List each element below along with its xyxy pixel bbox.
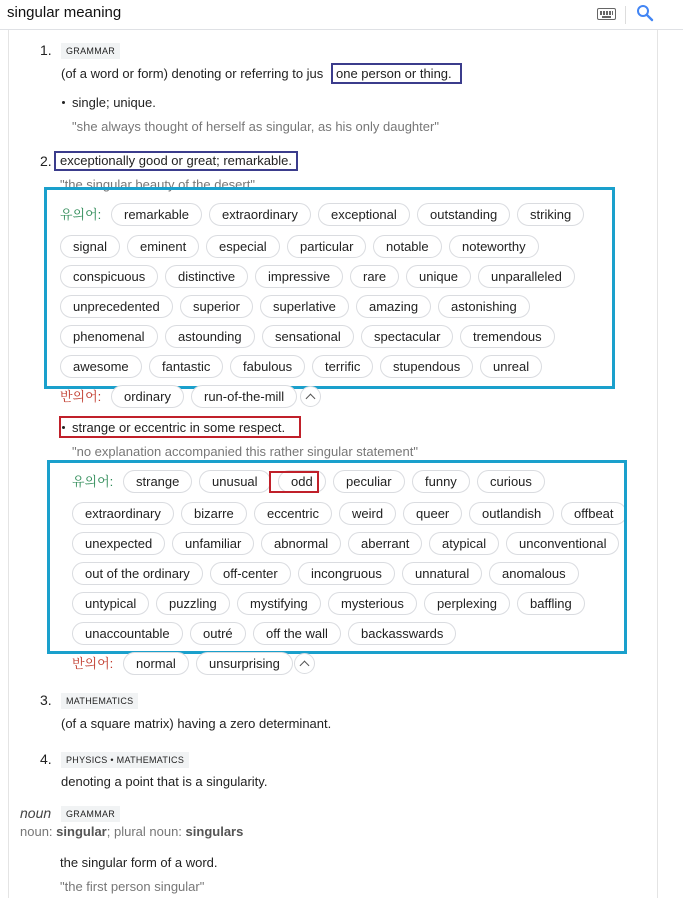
search-bar <box>0 0 683 30</box>
synonym-chip[interactable]: odd <box>278 470 326 493</box>
definition-text: exceptionally good or great; remarkable. <box>60 153 292 168</box>
definition-text: (of a square matrix) having a zero determinant. <box>61 716 332 731</box>
noun-form-singular: singular <box>56 824 107 839</box>
bullet <box>62 426 65 429</box>
definition-text: (of a word or form) denoting or referring to jus <box>61 66 324 81</box>
synonym-chip[interactable]: baffling <box>517 592 585 615</box>
synonyms-label: 유의어: <box>60 207 102 222</box>
synonym-chip[interactable]: atypical <box>429 532 499 555</box>
synonym-chip[interactable]: tremendous <box>460 325 555 348</box>
synonym-chip[interactable]: astounding <box>165 325 255 348</box>
noun-forms-prefix: noun: <box>20 824 53 839</box>
definition-highlight: one person or thing. <box>336 66 452 81</box>
example-text: "no explanation accompanied this rather singular statement" <box>72 444 418 459</box>
grammar-tag: GRAMMAR <box>61 43 120 59</box>
synonym-chip[interactable]: off the wall <box>253 622 341 645</box>
def-number: 3. <box>40 692 52 708</box>
antonym-chip[interactable]: ordinary <box>111 385 184 408</box>
synonym-chip[interactable]: unexpected <box>72 532 165 555</box>
noun-forms-mid: ; plural noun: <box>106 824 182 839</box>
sub-definition: strange or eccentric in some respect. <box>72 420 286 435</box>
chevron-up-icon[interactable] <box>294 653 315 674</box>
synonym-chip[interactable]: awesome <box>60 355 142 378</box>
synonym-chip[interactable]: sensational <box>262 325 354 348</box>
synonym-chip[interactable]: unprecedented <box>60 295 173 318</box>
synonym-chip[interactable]: extraordinary <box>72 502 174 525</box>
search-icon[interactable] <box>636 4 654 22</box>
grammar-tag: GRAMMAR <box>61 806 120 822</box>
synonym-chip[interactable]: untypical <box>72 592 149 615</box>
synonym-chip[interactable]: queer <box>403 502 462 525</box>
synonym-chip[interactable]: curious <box>477 470 545 493</box>
definition-text: denoting a point that is a singularity. <box>61 774 268 789</box>
synonym-chip[interactable]: abnormal <box>261 532 341 555</box>
synonym-chip[interactable]: stupendous <box>380 355 473 378</box>
synonym-chip[interactable]: fantastic <box>149 355 223 378</box>
synonym-chip[interactable]: eccentric <box>254 502 332 525</box>
physics-mathematics-tag: PHYSICS • MATHEMATICS <box>61 752 189 768</box>
synonym-chip[interactable]: impressive <box>255 265 343 288</box>
noun-forms <box>20 824 243 840</box>
synonym-chip[interactable]: anomalous <box>489 562 579 585</box>
synonym-chip[interactable]: aberrant <box>348 532 422 555</box>
antonym-chip[interactable]: unsurprising <box>196 652 293 675</box>
synonym-chip[interactable]: especial <box>206 235 280 258</box>
synonyms-label: 유의어: <box>72 474 114 489</box>
definition-text: the singular form of a word. <box>60 855 218 870</box>
synonym-chip[interactable]: mystifying <box>237 592 321 615</box>
def-number: 2. <box>40 153 52 169</box>
synonym-chip[interactable]: phenomenal <box>60 325 158 348</box>
synonym-chip[interactable]: unfamiliar <box>172 532 254 555</box>
synonym-chip[interactable]: spectacular <box>361 325 453 348</box>
antonyms-label: 반의어: <box>72 656 114 671</box>
synonym-chip[interactable]: extraordinary <box>209 203 311 226</box>
synonym-chip[interactable]: eminent <box>127 235 199 258</box>
synonym-chip[interactable]: rare <box>350 265 399 288</box>
synonym-chip[interactable]: backasswards <box>348 622 456 645</box>
synonym-chip[interactable]: superlative <box>260 295 349 318</box>
synonym-chip[interactable]: noteworthy <box>449 235 539 258</box>
noun-form-plural: singulars <box>185 824 244 839</box>
chevron-up-icon[interactable] <box>300 386 321 407</box>
synonym-chip[interactable]: exceptional <box>318 203 410 226</box>
keyboard-icon[interactable] <box>597 8 616 20</box>
synonym-chip[interactable]: fabulous <box>230 355 305 378</box>
synonym-chip[interactable]: remarkable <box>111 203 202 226</box>
example-text: "the singular beauty of the desert" <box>60 177 255 192</box>
synonym-chip[interactable]: terrific <box>312 355 373 378</box>
synonym-chip[interactable]: particular <box>287 235 366 258</box>
synonym-chip[interactable]: signal <box>60 235 120 258</box>
synonym-chip[interactable]: outré <box>190 622 246 645</box>
synonym-chip[interactable]: perplexing <box>424 592 510 615</box>
search-input[interactable]: singular meaning <box>7 4 122 21</box>
synonym-chip[interactable]: unconventional <box>506 532 619 555</box>
synonym-chip[interactable]: mysterious <box>328 592 417 615</box>
sub-definition: single; unique. <box>72 95 156 110</box>
synonym-chip[interactable]: superior <box>180 295 253 318</box>
synonym-chip[interactable]: out of the ordinary <box>72 562 203 585</box>
synonym-chip[interactable]: puzzling <box>156 592 230 615</box>
mathematics-tag: MATHEMATICS <box>61 693 138 709</box>
synonym-chip[interactable]: striking <box>517 203 584 226</box>
synonym-chip[interactable]: offbeat <box>561 502 627 525</box>
synonym-chip[interactable]: unusual <box>199 470 271 493</box>
synonym-chip[interactable]: unnatural <box>402 562 482 585</box>
antonym-chip[interactable]: normal <box>123 652 189 675</box>
bullet <box>62 101 65 104</box>
synonym-chip[interactable]: unaccountable <box>72 622 183 645</box>
synonym-chip[interactable]: notable <box>373 235 442 258</box>
example-text: "she always thought of herself as singular, as his only daughter" <box>72 119 439 134</box>
synonym-chip[interactable]: amazing <box>356 295 431 318</box>
synonym-chip[interactable]: conspicuous <box>60 265 158 288</box>
synonym-chip[interactable]: unreal <box>480 355 542 378</box>
synonym-chip[interactable]: peculiar <box>333 470 405 493</box>
synonym-chip[interactable]: outstanding <box>417 203 510 226</box>
synonym-chip[interactable]: unparalleled <box>478 265 575 288</box>
antonym-chip[interactable]: run-of-the-mill <box>191 385 297 408</box>
example-text: "the first person singular" <box>60 879 205 894</box>
synonym-chip[interactable]: outlandish <box>469 502 554 525</box>
synonym-chip[interactable]: distinctive <box>165 265 248 288</box>
synonym-chip[interactable]: funny <box>412 470 470 493</box>
synonym-chip[interactable]: incongruous <box>298 562 395 585</box>
part-of-speech: noun <box>20 805 52 821</box>
synonym-chip[interactable]: unique <box>406 265 471 288</box>
def-number: 4. <box>40 751 52 767</box>
antonyms-label: 반의어: <box>60 389 102 404</box>
synonym-chip[interactable]: weird <box>339 502 396 525</box>
search-divider <box>625 6 626 24</box>
synonym-chip[interactable]: off-center <box>210 562 291 585</box>
synonym-chip[interactable]: strange <box>123 470 192 493</box>
def-number: 1. <box>40 42 52 58</box>
synonym-chip[interactable]: bizarre <box>181 502 247 525</box>
synonym-chip[interactable]: astonishing <box>438 295 530 318</box>
